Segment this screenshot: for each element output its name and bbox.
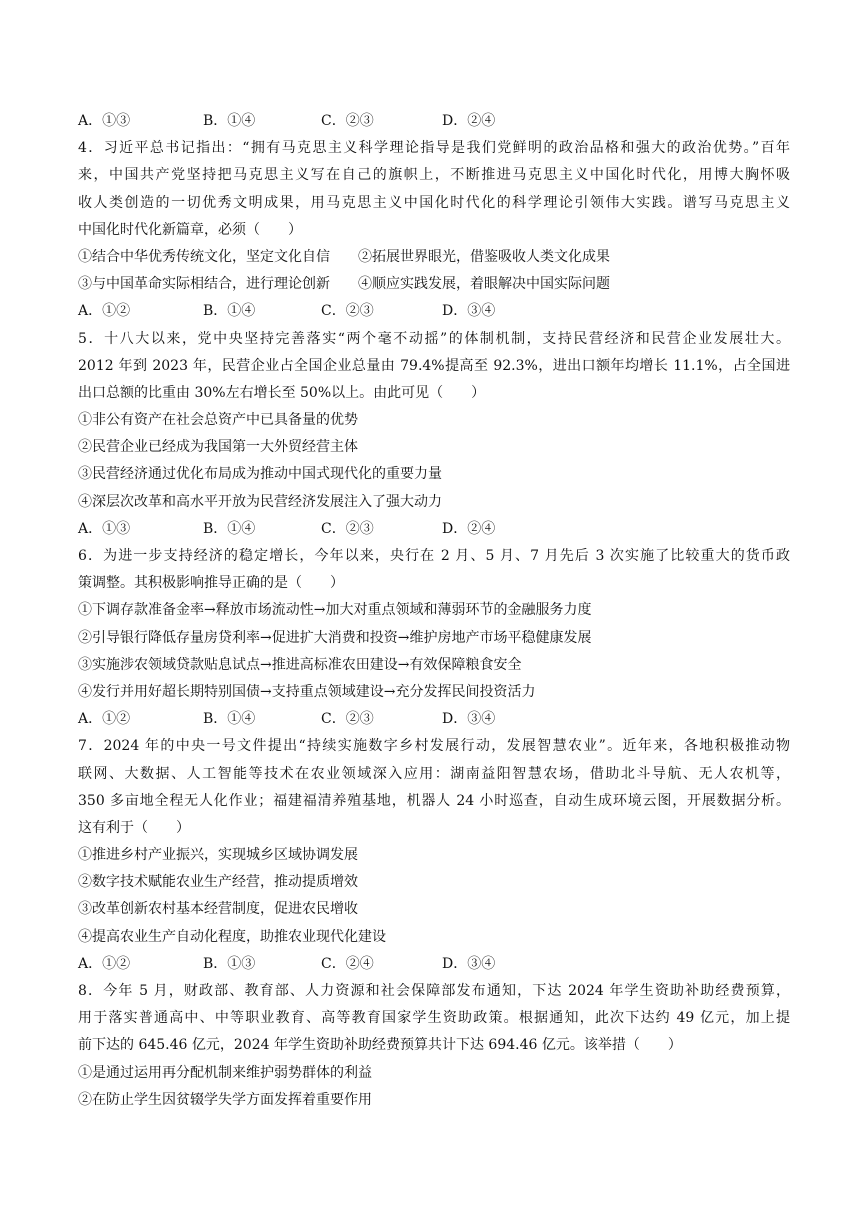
statement-item: ③改革创新农村基本经营制度，促进农民增收 <box>78 901 358 918</box>
exam-page <box>78 108 790 1114</box>
option-b[interactable]: B．①④ <box>203 520 256 537</box>
question-4 <box>78 135 790 325</box>
statement-item: ①非公有资产在社会总资产中已具备量的优势 <box>78 412 358 429</box>
option-c[interactable]: C．②③ <box>321 711 374 728</box>
statement-item: ②引导银行降低存量房贷利率→促进扩大消费和投资→维护房地产市场平稳健康发展 <box>78 629 592 646</box>
option-c[interactable]: C．②④ <box>321 955 374 972</box>
q7-options <box>78 951 790 978</box>
statement-item: ④发行并用好超长期特别国债→支持重点领域建设→充分发挥民间投资活力 <box>78 683 536 700</box>
question-stem-line: 5．十八大以来，党中央坚持完善落实“两个毫不动摇”的体制机制，支持民营经济和民营企业发展壮大。 <box>78 330 790 347</box>
option-b[interactable]: B．①④ <box>203 711 256 728</box>
question-stem-line: 350 多亩地全程无人化作业；福建福清养殖基地，机器人 24 小时巡查，自动生成环境云图，开展数据分析。 <box>78 792 790 809</box>
question-8 <box>78 978 790 1114</box>
question-stem-line: 6．为进一步支持经济的稳定增长，今年以来，央行在 2 月、5 月、7 月先后 3 次实施了比较重大的货币政 <box>78 548 790 564</box>
question-stem-line: 这有利于（ ） <box>78 819 190 836</box>
option-d[interactable]: D．③④ <box>442 955 496 972</box>
statement-item: ②数字技术赋能农业生产经营，推动提质增效 <box>78 874 358 891</box>
statement-item: ③民营经济通过优化布局成为推动中国式现代化的重要力量 <box>78 466 442 483</box>
statement-item: ①下调存款准备金率→释放市场流动性→加大对重点领域和薄弱环节的金融服务力度 <box>78 602 592 619</box>
option-d[interactable]: D．②④ <box>442 113 496 129</box>
statement-item: ④深层次改革和高水平开放为民营经济发展注入了强大动力 <box>78 493 442 510</box>
statement-item: ③与中国革命实际相结合，进行理论创新 ④顺应实践发展，着眼解决中国实际问题 <box>78 276 610 293</box>
statement-item: ④提高农业生产自动化程度，助推农业现代化建设 <box>78 928 386 945</box>
q4-options <box>78 298 790 325</box>
q3-options <box>78 108 790 135</box>
option-d[interactable]: D．②④ <box>442 520 496 537</box>
question-stem-line: 2012 年到 2023 年，民营企业占全国企业总量由 79.4%提高至 92.3%，进出口额年均增长 11.1%，占全国进 <box>78 357 790 374</box>
q5-options <box>78 516 790 543</box>
option-a[interactable]: A．①② <box>78 303 131 320</box>
q6-options <box>78 706 790 733</box>
question-stem-line: 前下达的 645.46 亿元，2024 年学生资助补助经费预算共计下达 694.46 亿元。该举措（ ） <box>78 1037 682 1054</box>
option-c[interactable]: C．②③ <box>321 520 374 537</box>
question-stem-line: 中国化时代化新篇章，必须（ ） <box>78 221 302 238</box>
question-stem-line: 出口总额的比重由 30%左右增长至 50%以上。由此可见（ ） <box>78 384 486 401</box>
question-stem-line: 收人类创造的一切优秀文明成果，用马克思主义中国化时代化的科学理论引领伟大实践。谱写马克思主义 <box>78 194 790 211</box>
question-stem-line: 联网、大数据、人工智能等技术在农业领域深入应用：湖南益阳智慧农场，借助北斗导航、无人农机等， <box>78 765 790 782</box>
statement-item: ①结合中华优秀传统文化，坚定文化自信 ②拓展世界眼光，借鉴吸收人类文化成果 <box>78 248 610 265</box>
option-c[interactable]: C．②③ <box>321 303 374 320</box>
option-d[interactable]: D．③④ <box>442 711 496 728</box>
question-stem-line: 策调整。其积极影响推导正确的是（ ） <box>78 575 344 592</box>
option-d[interactable]: D．③④ <box>442 303 496 320</box>
option-a[interactable]: A．①③ <box>78 113 131 129</box>
question-6 <box>78 543 790 733</box>
question-7 <box>78 733 790 978</box>
question-stem-line: 来，中国共产党坚持把马克思主义写在自己的旗帜上，不断推进马克思主义中国化时代化，用博大胸怀吸 <box>78 167 790 184</box>
option-b[interactable]: B．①④ <box>203 303 256 320</box>
question-stem-line: 7．2024 年的中央一号文件提出“持续实施数字乡村发展行动，发展智慧农业”。近年来，各地积极推动物 <box>78 738 790 755</box>
option-a[interactable]: A．①② <box>78 711 131 728</box>
question-stem-line: 用于落实普通高中、中等职业教育、高等教育国家学生资助政策。根据通知，此次下达约 49 亿元，加上提 <box>78 1010 790 1027</box>
statement-item: ②在防止学生因贫辍学失学方面发挥着重要作用 <box>78 1091 372 1108</box>
option-a[interactable]: A．①② <box>78 955 131 972</box>
statement-item: ②民营企业已经成为我国第一大外贸经营主体 <box>78 439 358 456</box>
statement-item: ③实施涉农领域贷款贴息试点→推进高标准农田建设→有效保障粮食安全 <box>78 656 522 673</box>
question-5 <box>78 326 790 544</box>
question-stem-line: 8．今年 5 月，财政部、教育部、人力资源和社会保障部发布通知，下达 2024 年学生资助补助经费预算， <box>78 983 790 999</box>
option-b[interactable]: B．①④ <box>203 113 256 129</box>
question-stem-line: 4．习近平总书记指出：“拥有马克思主义科学理论指导是我们党鲜明的政治品格和强大的政治优势。”百年 <box>78 140 790 157</box>
option-a[interactable]: A．①③ <box>78 520 131 537</box>
statement-item: ①推进乡村产业振兴，实现城乡区域协调发展 <box>78 847 358 864</box>
option-c[interactable]: C．②③ <box>321 113 374 129</box>
option-b[interactable]: B．①③ <box>203 955 256 972</box>
statement-item: ①是通过运用再分配机制来维护弱势群体的利益 <box>78 1064 372 1081</box>
